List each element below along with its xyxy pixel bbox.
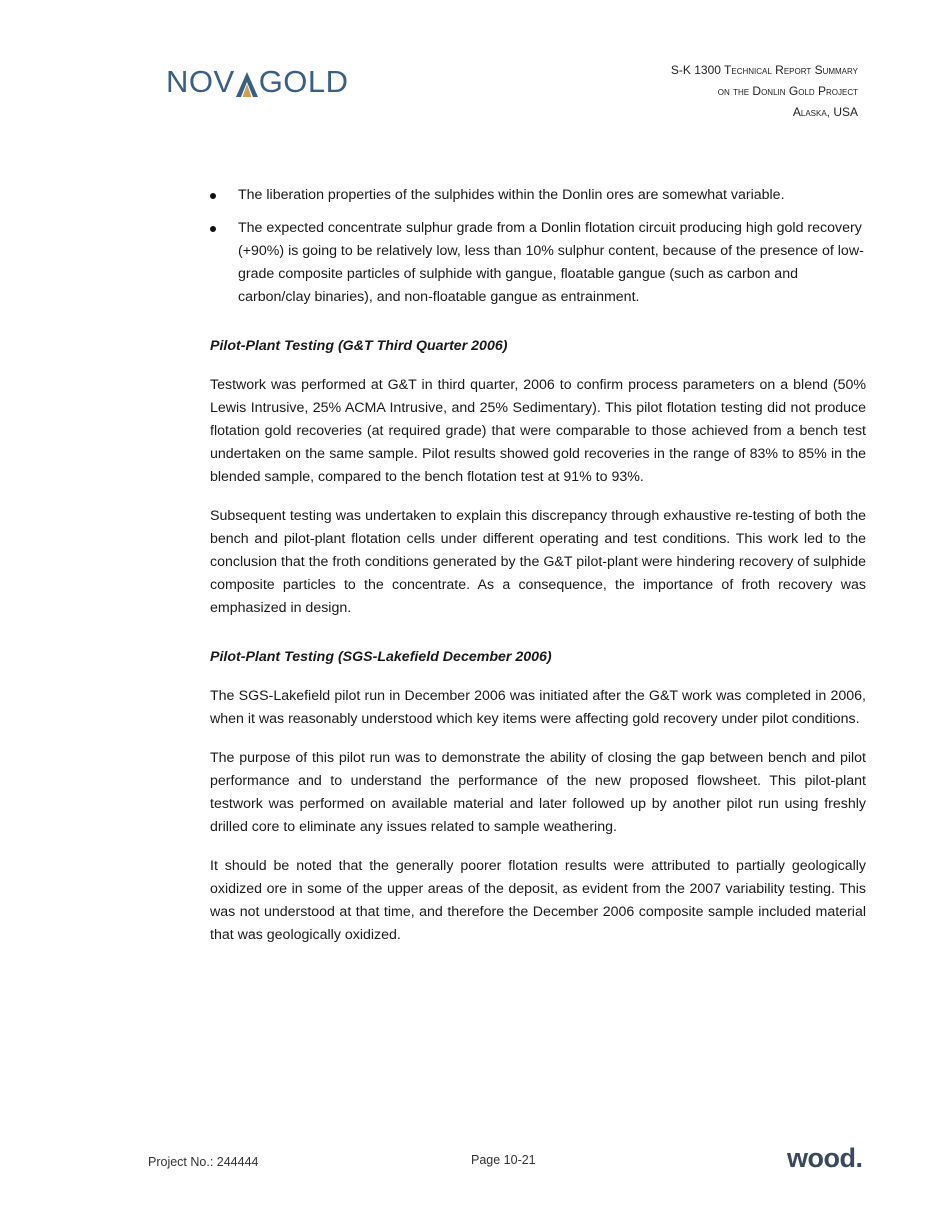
section-heading: Pilot-Plant Testing (G&T Third Quarter 2006) xyxy=(210,338,508,354)
paragraph: It should be noted that the generally poorer flotation results were attributed to partially geologically oxidized ore in some of the upper areas of the deposit, as evident from the 2007 variability testing. This was not understood at that time, and therefore the December 2006 composite sample included material that was geologically oxidized. xyxy=(210,858,866,943)
paragraph: Subsequent testing was undertaken to explain this discrepancy through exhaustive re-testing of both the bench and pilot-plant flotation cells under different operating and test conditions. This work led to the conclusion that the froth conditions generated by the G&T pilot-plant were hindering recovery of sulphide composite particles to the concentrate. As a consequence, the importance of froth recovery was emphasized in design. xyxy=(210,508,866,616)
novagold-logo xyxy=(166,64,349,98)
logo-text-part1: NOV xyxy=(166,63,235,99)
report-title-line2: on the Donlin Gold Project xyxy=(717,84,858,98)
bullet-item xyxy=(210,184,866,207)
bullet-item xyxy=(210,217,866,309)
report-title-line1: S-K 1300 Technical Report Summary xyxy=(670,63,858,77)
paragraph: Testwork was performed at G&T in third quarter, 2006 to confirm process parameters on a blend (50% Lewis Intrusive, 25% ACMA Intrusive, and 25% Sedimentary). This pilot flotation testing did not produce flotation gold recoveries (at required grade) that were comparable to those achieved from a bench test undertaken on the same sample. Pilot results showed gold recoveries in the range of 83% to 85% in the blended sample, compared to the bench flotation test at 91% to 93%. xyxy=(210,377,866,485)
paragraph: The SGS-Lakefield pilot run in December 2006 was initiated after the G&T work was completed in 2006, when it was reasonably understood which key items were affecting gold recovery under pilot conditions. xyxy=(210,688,866,727)
project-number: Project No.: 244444 xyxy=(148,1155,259,1169)
logo-a-mark-icon xyxy=(236,72,258,97)
report-title-line3: Alaska, USA xyxy=(792,105,858,119)
bullet-list xyxy=(210,184,866,309)
logo-text-part2: GOLD xyxy=(258,63,349,99)
page-number: Page 10-21 xyxy=(471,1153,536,1167)
bullet-dot-icon xyxy=(210,193,216,199)
bullet-text: The expected concentrate sulphur grade from a Donlin flotation circuit producing high gold recovery (+90%) is going to be relatively low, less than 10% sulphur content, because of the presence of low-grade composite particles of sulphide with gangue, floatable gangue (such as carbon and carbon/clay binaries), and non-floatable gangue as entrainment. xyxy=(238,220,864,305)
paragraph: The purpose of this pilot run was to demonstrate the ability of closing the gap between bench and pilot performance and to understand the performance of the new proposed flowsheet. This pilot-plant testwork was performed on available material and later followed up by another pilot run using freshly drilled core to eliminate any issues related to sample weathering. xyxy=(210,750,866,835)
document-body xyxy=(210,184,866,947)
wood-logo: wood. xyxy=(787,1143,863,1173)
section-heading: Pilot-Plant Testing (SGS-Lakefield December 2006) xyxy=(210,649,552,665)
bullet-dot-icon xyxy=(210,226,216,232)
bullet-text: The liberation properties of the sulphides within the Donlin ores are somewhat variable. xyxy=(238,187,785,203)
report-title-block xyxy=(671,60,858,123)
